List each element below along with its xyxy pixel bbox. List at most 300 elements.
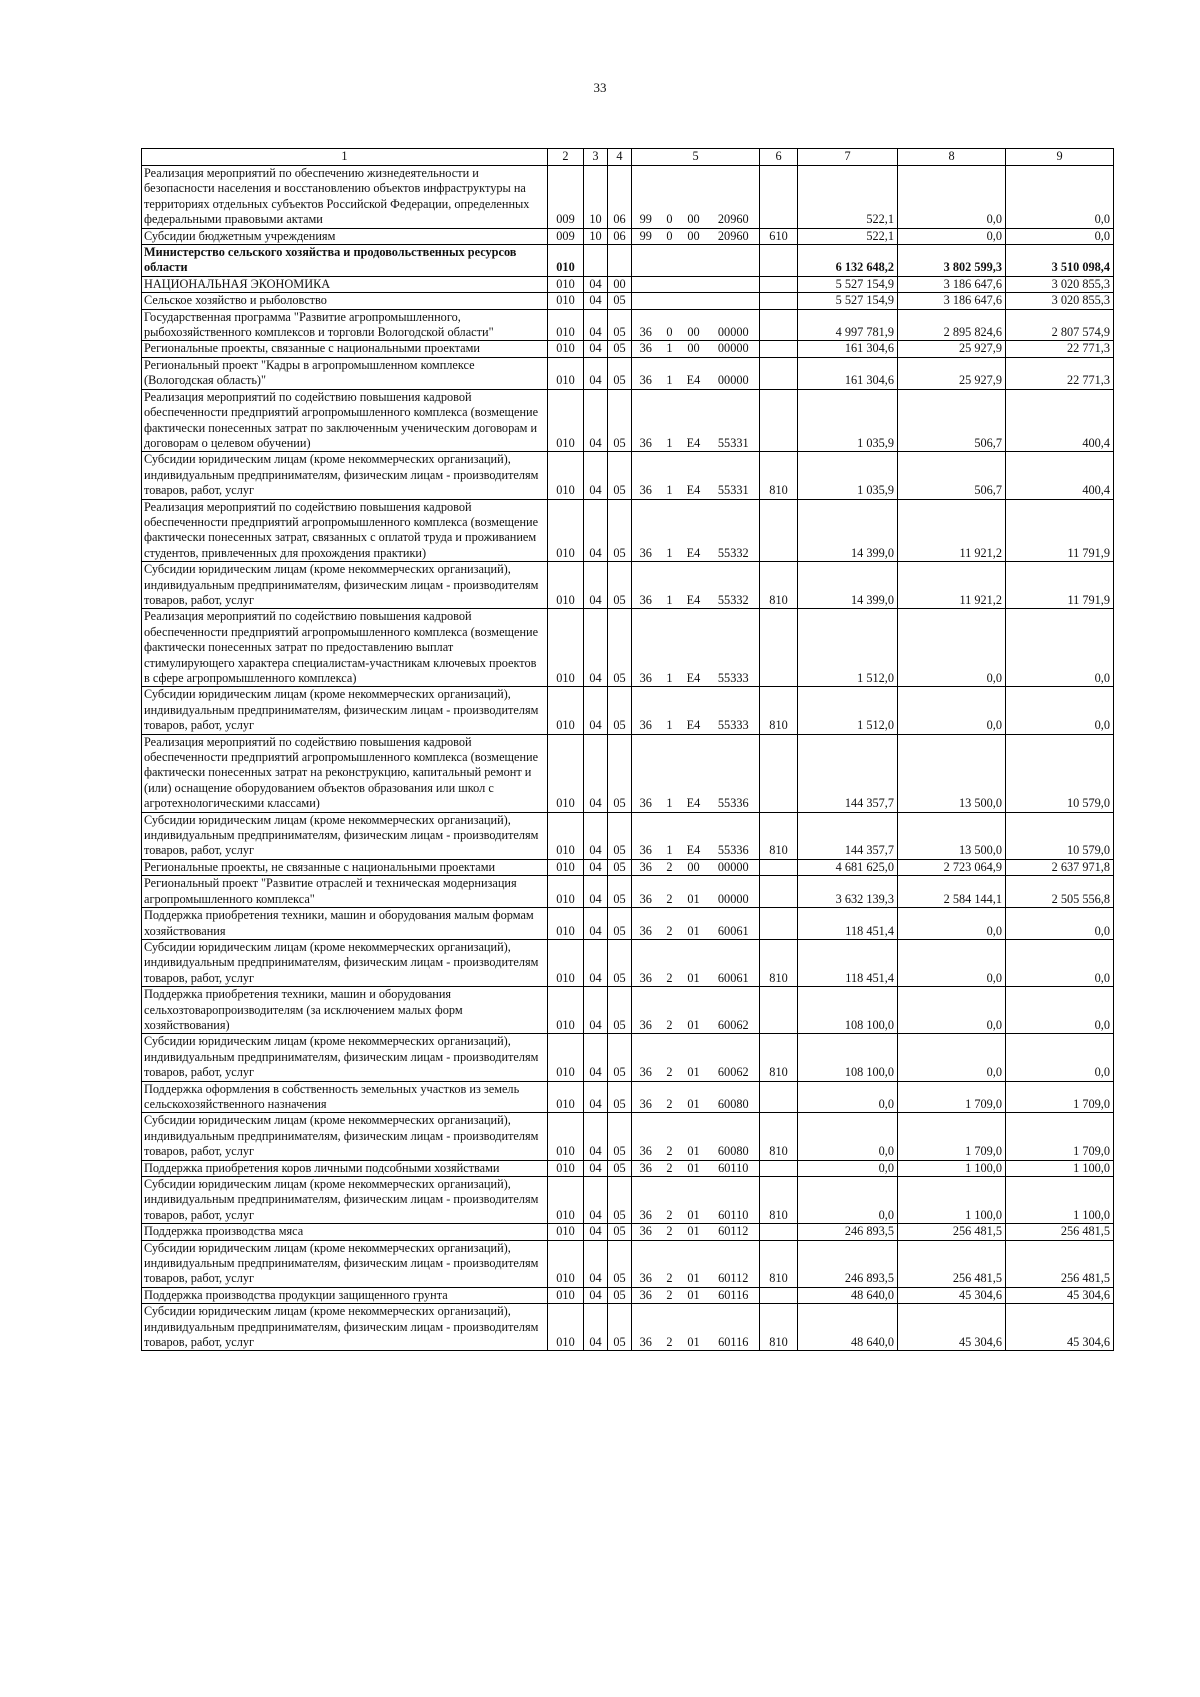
cell-cs4: 55332 [708, 562, 760, 609]
cell-vr [760, 499, 798, 562]
cell-v7: 118 451,4 [798, 908, 898, 940]
cell-v8: 0,0 [898, 987, 1006, 1034]
table-row [142, 939, 1114, 986]
table-row [142, 341, 1114, 357]
cell-gr: 010 [548, 1113, 584, 1160]
cell-cs1: 36 [632, 987, 660, 1034]
cell-pr: 06 [608, 166, 632, 229]
cell-gr: 010 [548, 1287, 584, 1303]
cell-v9: 1 709,0 [1006, 1113, 1114, 1160]
cell-rz: 04 [584, 1287, 608, 1303]
cell-gr: 010 [548, 859, 584, 875]
cell-cs2 [660, 245, 680, 277]
cell-v8: 256 481,5 [898, 1240, 1006, 1287]
cell-cs2: 2 [660, 987, 680, 1034]
cell-cs1: 36 [632, 499, 660, 562]
cell-pr: 00 [608, 276, 632, 292]
row-name-cell: Субсидии юридическим лицам (кроме некоммерческих организаций), индивидуальным предпринимателям, физическим лицам - производителям товаров, работ, услуг [142, 1113, 548, 1160]
table-row [142, 687, 1114, 734]
cell-rz: 04 [584, 276, 608, 292]
cell-pr: 05 [608, 1240, 632, 1287]
cell-cs1: 36 [632, 1081, 660, 1113]
cell-pr: 05 [608, 687, 632, 734]
cell-vr [760, 293, 798, 309]
table-row [142, 1240, 1114, 1287]
page-number: 33 [593, 80, 607, 95]
cell-vr [760, 1287, 798, 1303]
cell-cs2: 2 [660, 1287, 680, 1303]
cell-cs3: Е4 [680, 357, 708, 389]
cell-v7: 0,0 [798, 1081, 898, 1113]
cell-gr: 010 [548, 452, 584, 499]
cell-cs3 [680, 293, 708, 309]
row-name-cell: Реализация мероприятий по содействию повышения кадровой обеспеченности предприятий агропромышленного комплекса (возмещение фактически понесенных затрат по предоставлению выплат стимулирующего характера специалистам-участникам ключевых проектов в сфере агропромышленного комплекса) [142, 609, 548, 687]
cell-cs1: 36 [632, 687, 660, 734]
cell-gr: 010 [548, 812, 584, 859]
cell-rz: 04 [584, 609, 608, 687]
cell-cs4: 60116 [708, 1287, 760, 1303]
cell-v7: 4 997 781,9 [798, 309, 898, 341]
cell-v8: 0,0 [898, 908, 1006, 940]
cell-v9: 45 304,6 [1006, 1304, 1114, 1351]
cell-gr: 010 [548, 1034, 584, 1081]
cell-rz: 10 [584, 228, 608, 244]
cell-pr: 05 [608, 734, 632, 812]
table-row [142, 609, 1114, 687]
cell-v9: 400,4 [1006, 452, 1114, 499]
table-row [142, 734, 1114, 812]
row-name-cell: Реализация мероприятий по обеспечению жизнедеятельности и безопасности населения и восстановлению объектов инфраструктуры на территориях отдельных субъектов Российской Федерации, определенных федеральными правовыми актами [142, 166, 548, 229]
table-row [142, 1287, 1114, 1303]
cell-cs4: 20960 [708, 166, 760, 229]
cell-v7: 1 512,0 [798, 687, 898, 734]
row-name-cell: Субсидии бюджетным учреждениям [142, 228, 548, 244]
cell-cs1: 36 [632, 1224, 660, 1240]
cell-rz [584, 245, 608, 277]
cell-v7: 246 893,5 [798, 1240, 898, 1287]
cell-vr [760, 1224, 798, 1240]
cell-cs3 [680, 245, 708, 277]
cell-vr [760, 859, 798, 875]
cell-vr: 810 [760, 452, 798, 499]
row-name-cell: Субсидии юридическим лицам (кроме некоммерческих организаций), индивидуальным предпринимателям, физическим лицам - производителям товаров, работ, услуг [142, 452, 548, 499]
cell-pr: 05 [608, 389, 632, 452]
cell-pr: 05 [608, 812, 632, 859]
cell-v9: 0,0 [1006, 908, 1114, 940]
cell-gr: 010 [548, 734, 584, 812]
row-name-cell: Поддержка приобретения техники, машин и оборудования малым формам хозяйствования [142, 908, 548, 940]
cell-v7: 0,0 [798, 1177, 898, 1224]
cell-vr [760, 609, 798, 687]
cell-v7: 161 304,6 [798, 341, 898, 357]
table-row [142, 245, 1114, 277]
cell-v7: 1 035,9 [798, 452, 898, 499]
row-name-cell: Субсидии юридическим лицам (кроме некоммерческих организаций), индивидуальным предпринимателям, физическим лицам - производителям товаров, работ, услуг [142, 1034, 548, 1081]
cell-cs2: 1 [660, 452, 680, 499]
cell-cs1: 36 [632, 1160, 660, 1176]
cell-vr [760, 166, 798, 229]
cell-vr [760, 389, 798, 452]
cell-gr: 009 [548, 228, 584, 244]
row-name-cell: Реализация мероприятий по содействию повышения кадровой обеспеченности предприятий агропромышленного комплекса (возмещение фактически понесенных затрат по заключенным ученическим договорам и договорам о целевом обучении) [142, 389, 548, 452]
cell-pr: 05 [608, 609, 632, 687]
cell-cs1: 36 [632, 1113, 660, 1160]
cell-cs1: 36 [632, 939, 660, 986]
cell-vr: 810 [760, 1304, 798, 1351]
cell-v7: 14 399,0 [798, 499, 898, 562]
cell-cs4: 00000 [708, 859, 760, 875]
cell-gr: 010 [548, 1240, 584, 1287]
cell-cs3: 00 [680, 859, 708, 875]
cell-vr [760, 1081, 798, 1113]
cell-pr: 05 [608, 1287, 632, 1303]
cell-cs2 [660, 293, 680, 309]
cell-vr: 810 [760, 812, 798, 859]
cell-cs3: Е4 [680, 452, 708, 499]
cell-cs1: 36 [632, 341, 660, 357]
cell-rz: 04 [584, 1081, 608, 1113]
cell-rz: 04 [584, 734, 608, 812]
row-name-cell: Реализация мероприятий по содействию повышения кадровой обеспеченности предприятий агропромышленного комплекса (возмещение фактически понесенных затрат на реконструкцию, капитальный ремонт и (или) оснащение оборудованием объектов образования или школ с агротехнологическими классами) [142, 734, 548, 812]
cell-v9: 22 771,3 [1006, 341, 1114, 357]
cell-vr [760, 309, 798, 341]
cell-cs2: 2 [660, 1240, 680, 1287]
cell-rz: 04 [584, 1304, 608, 1351]
cell-vr: 810 [760, 939, 798, 986]
cell-v8: 11 921,2 [898, 499, 1006, 562]
cell-v7: 144 357,7 [798, 812, 898, 859]
row-name-cell: Региональные проекты, связанные с национальными проектами [142, 341, 548, 357]
cell-cs1: 36 [632, 908, 660, 940]
cell-gr: 010 [548, 1177, 584, 1224]
cell-cs4: 55336 [708, 734, 760, 812]
cell-cs3: 00 [680, 309, 708, 341]
cell-cs4: 55333 [708, 609, 760, 687]
cell-cs1: 99 [632, 228, 660, 244]
cell-cs2: 1 [660, 812, 680, 859]
cell-cs4: 00000 [708, 341, 760, 357]
cell-v8: 3 186 647,6 [898, 276, 1006, 292]
cell-cs2: 2 [660, 908, 680, 940]
cell-gr: 009 [548, 166, 584, 229]
cell-gr: 010 [548, 562, 584, 609]
cell-v7: 5 527 154,9 [798, 293, 898, 309]
cell-cs4: 60062 [708, 987, 760, 1034]
row-name-cell: Министерство сельского хозяйства и продовольственных ресурсов области [142, 245, 548, 277]
cell-cs2: 2 [660, 1160, 680, 1176]
cell-cs3: 01 [680, 1034, 708, 1081]
cell-rz: 04 [584, 562, 608, 609]
cell-cs1: 36 [632, 609, 660, 687]
cell-cs3: 01 [680, 876, 708, 908]
cell-v7: 1 035,9 [798, 389, 898, 452]
cell-cs4: 00000 [708, 876, 760, 908]
cell-cs3: 01 [680, 1240, 708, 1287]
cell-v9: 11 791,9 [1006, 499, 1114, 562]
cell-v8: 1 709,0 [898, 1113, 1006, 1160]
cell-gr: 010 [548, 908, 584, 940]
cell-vr: 810 [760, 562, 798, 609]
cell-vr: 810 [760, 687, 798, 734]
table-row [142, 452, 1114, 499]
cell-v8: 0,0 [898, 687, 1006, 734]
cell-vr [760, 245, 798, 277]
cell-rz: 04 [584, 452, 608, 499]
cell-v9: 400,4 [1006, 389, 1114, 452]
cell-v7: 1 512,0 [798, 609, 898, 687]
cell-gr: 010 [548, 245, 584, 277]
cell-cs1: 36 [632, 734, 660, 812]
cell-v7: 246 893,5 [798, 1224, 898, 1240]
table-row [142, 859, 1114, 875]
table-row [142, 1160, 1114, 1176]
cell-cs2: 2 [660, 1034, 680, 1081]
cell-rz: 04 [584, 309, 608, 341]
cell-cs1 [632, 245, 660, 277]
cell-cs4: 60080 [708, 1081, 760, 1113]
table-row [142, 1224, 1114, 1240]
cell-cs4: 55331 [708, 389, 760, 452]
cell-cs1: 36 [632, 309, 660, 341]
cell-v8: 1 100,0 [898, 1177, 1006, 1224]
cell-pr: 05 [608, 1034, 632, 1081]
cell-v8: 256 481,5 [898, 1224, 1006, 1240]
cell-cs2: 1 [660, 499, 680, 562]
cell-v9: 2 637 971,8 [1006, 859, 1114, 875]
cell-gr: 010 [548, 1224, 584, 1240]
cell-rz: 04 [584, 1113, 608, 1160]
cell-v9: 0,0 [1006, 228, 1114, 244]
cell-v8: 0,0 [898, 609, 1006, 687]
cell-pr: 05 [608, 309, 632, 341]
cell-cs4: 60116 [708, 1304, 760, 1351]
cell-v8: 25 927,9 [898, 341, 1006, 357]
cell-v8: 2 895 824,6 [898, 309, 1006, 341]
row-name-cell: Поддержка приобретения коров личными подсобными хозяйствами [142, 1160, 548, 1176]
cell-cs1: 36 [632, 562, 660, 609]
cell-cs3: 01 [680, 908, 708, 940]
cell-v8: 2 584 144,1 [898, 876, 1006, 908]
cell-cs4: 00000 [708, 357, 760, 389]
cell-cs4 [708, 276, 760, 292]
cell-v7: 3 632 139,3 [798, 876, 898, 908]
cell-gr: 010 [548, 309, 584, 341]
cell-cs3: 01 [680, 987, 708, 1034]
cell-pr: 05 [608, 562, 632, 609]
cell-v9: 0,0 [1006, 687, 1114, 734]
cell-cs1: 36 [632, 859, 660, 875]
cell-pr: 05 [608, 876, 632, 908]
cell-v9: 2 505 556,8 [1006, 876, 1114, 908]
cell-pr: 05 [608, 1113, 632, 1160]
cell-v7: 522,1 [798, 166, 898, 229]
cell-cs3: Е4 [680, 734, 708, 812]
row-name-cell: Субсидии юридическим лицам (кроме некоммерческих организаций), индивидуальным предпринимателям, физическим лицам - производителям товаров, работ, услуг [142, 562, 548, 609]
cell-pr: 05 [608, 293, 632, 309]
cell-rz: 04 [584, 1224, 608, 1240]
cell-v9: 3 020 855,3 [1006, 293, 1114, 309]
header-row [142, 149, 1114, 166]
cell-cs3: 01 [680, 1304, 708, 1351]
cell-cs4: 20960 [708, 228, 760, 244]
cell-pr: 05 [608, 1160, 632, 1176]
cell-cs4: 00000 [708, 309, 760, 341]
table-row [142, 228, 1114, 244]
cell-pr: 05 [608, 357, 632, 389]
table-row [142, 293, 1114, 309]
table-row [142, 876, 1114, 908]
cell-rz: 04 [584, 1177, 608, 1224]
cell-v9: 10 579,0 [1006, 812, 1114, 859]
cell-rz: 04 [584, 687, 608, 734]
cell-pr: 05 [608, 1224, 632, 1240]
cell-gr: 010 [548, 499, 584, 562]
cell-cs1: 36 [632, 812, 660, 859]
cell-v9: 3 020 855,3 [1006, 276, 1114, 292]
cell-v8: 1 709,0 [898, 1081, 1006, 1113]
cell-rz: 04 [584, 1240, 608, 1287]
cell-cs1 [632, 276, 660, 292]
cell-cs3: 00 [680, 341, 708, 357]
cell-v8: 0,0 [898, 939, 1006, 986]
cell-v8: 13 500,0 [898, 812, 1006, 859]
cell-cs2: 2 [660, 1304, 680, 1351]
cell-v8: 2 723 064,9 [898, 859, 1006, 875]
cell-v7: 118 451,4 [798, 939, 898, 986]
cell-v7: 4 681 625,0 [798, 859, 898, 875]
cell-gr: 010 [548, 987, 584, 1034]
header-cell: 4 [608, 149, 632, 166]
cell-vr [760, 987, 798, 1034]
cell-v8: 3 186 647,6 [898, 293, 1006, 309]
cell-cs2: 1 [660, 687, 680, 734]
cell-cs4: 60062 [708, 1034, 760, 1081]
cell-vr [760, 734, 798, 812]
row-name-cell: Сельское хозяйство и рыболовство [142, 293, 548, 309]
cell-v7: 108 100,0 [798, 987, 898, 1034]
cell-v9: 1 709,0 [1006, 1081, 1114, 1113]
table-row [142, 1081, 1114, 1113]
cell-cs4: 60110 [708, 1177, 760, 1224]
cell-cs2: 1 [660, 734, 680, 812]
cell-cs1: 36 [632, 1177, 660, 1224]
row-name-cell: НАЦИОНАЛЬНАЯ ЭКОНОМИКА [142, 276, 548, 292]
cell-cs3 [680, 276, 708, 292]
table-row [142, 389, 1114, 452]
cell-cs3: 01 [680, 1081, 708, 1113]
cell-rz: 04 [584, 1160, 608, 1176]
cell-cs3: Е4 [680, 389, 708, 452]
cell-vr [760, 908, 798, 940]
table-row [142, 309, 1114, 341]
cell-gr: 010 [548, 1081, 584, 1113]
cell-v8: 25 927,9 [898, 357, 1006, 389]
cell-v9: 10 579,0 [1006, 734, 1114, 812]
cell-gr: 010 [548, 687, 584, 734]
cell-cs2: 2 [660, 859, 680, 875]
cell-cs3: 01 [680, 1287, 708, 1303]
cell-pr: 05 [608, 987, 632, 1034]
header-cell: 1 [142, 149, 548, 166]
table-row [142, 987, 1114, 1034]
cell-v7: 48 640,0 [798, 1287, 898, 1303]
cell-rz: 04 [584, 389, 608, 452]
cell-v9: 2 807 574,9 [1006, 309, 1114, 341]
cell-cs1: 36 [632, 389, 660, 452]
row-name-cell: Поддержка оформления в собственность земельных участков из земель сельскохозяйственного назначения [142, 1081, 548, 1113]
cell-rz: 04 [584, 499, 608, 562]
cell-v9: 3 510 098,4 [1006, 245, 1114, 277]
cell-cs2: 2 [660, 876, 680, 908]
cell-vr [760, 341, 798, 357]
table-row [142, 562, 1114, 609]
cell-cs2 [660, 276, 680, 292]
cell-v8: 506,7 [898, 389, 1006, 452]
cell-v7: 5 527 154,9 [798, 276, 898, 292]
cell-v9: 1 100,0 [1006, 1177, 1114, 1224]
cell-cs4: 60080 [708, 1113, 760, 1160]
row-name-cell: Субсидии юридическим лицам (кроме некоммерческих организаций), индивидуальным предпринимателям, физическим лицам - производителям товаров, работ, услуг [142, 812, 548, 859]
cell-v8: 45 304,6 [898, 1304, 1006, 1351]
cell-pr [608, 245, 632, 277]
cell-cs1 [632, 293, 660, 309]
cell-gr: 010 [548, 341, 584, 357]
cell-cs3: Е4 [680, 687, 708, 734]
cell-pr: 05 [608, 1304, 632, 1351]
cell-v8: 45 304,6 [898, 1287, 1006, 1303]
row-name-cell: Государственная программа "Развитие агропромышленного, рыбохозяйственного комплексов и торговли Вологодской области" [142, 309, 548, 341]
cell-vr: 810 [760, 1177, 798, 1224]
cell-cs4: 60112 [708, 1240, 760, 1287]
table-row [142, 908, 1114, 940]
cell-rz: 04 [584, 812, 608, 859]
cell-gr: 010 [548, 1304, 584, 1351]
cell-vr [760, 357, 798, 389]
header-cell: 2 [548, 149, 584, 166]
row-name-cell: Поддержка приобретения техники, машин и оборудования сельхозтоваропроизводителям (за исключением малых форм хозяйствования) [142, 987, 548, 1034]
cell-cs1: 36 [632, 1287, 660, 1303]
cell-vr: 810 [760, 1034, 798, 1081]
cell-cs4: 60110 [708, 1160, 760, 1176]
cell-v7: 14 399,0 [798, 562, 898, 609]
cell-cs4: 60061 [708, 939, 760, 986]
cell-v7: 161 304,6 [798, 357, 898, 389]
cell-pr: 05 [608, 341, 632, 357]
cell-gr: 010 [548, 389, 584, 452]
cell-cs1: 36 [632, 357, 660, 389]
cell-cs3: Е4 [680, 499, 708, 562]
cell-gr: 010 [548, 939, 584, 986]
row-name-cell: Субсидии юридическим лицам (кроме некоммерческих организаций), индивидуальным предпринимателям, физическим лицам - производителям товаров, работ, услуг [142, 1240, 548, 1287]
cell-cs2: 2 [660, 1224, 680, 1240]
cell-pr: 05 [608, 452, 632, 499]
row-name-cell: Субсидии юридическим лицам (кроме некоммерческих организаций), индивидуальным предпринимателям, физическим лицам - производителям товаров, работ, услуг [142, 687, 548, 734]
cell-pr: 06 [608, 228, 632, 244]
cell-cs4: 60061 [708, 908, 760, 940]
cell-cs1: 36 [632, 1034, 660, 1081]
cell-v8: 13 500,0 [898, 734, 1006, 812]
cell-v8: 11 921,2 [898, 562, 1006, 609]
cell-cs4 [708, 293, 760, 309]
cell-cs3: 01 [680, 1224, 708, 1240]
cell-cs3: 01 [680, 1160, 708, 1176]
cell-rz: 04 [584, 859, 608, 875]
cell-v8: 3 802 599,3 [898, 245, 1006, 277]
cell-cs2: 2 [660, 1113, 680, 1160]
row-name-cell: Реализация мероприятий по содействию повышения кадровой обеспеченности предприятий агропромышленного комплекса (возмещение фактически понесенных затрат, связанных с оплатой труда и проживанием студентов, привлеченных для прохождения практики) [142, 499, 548, 562]
cell-cs3: Е4 [680, 812, 708, 859]
cell-v8: 506,7 [898, 452, 1006, 499]
